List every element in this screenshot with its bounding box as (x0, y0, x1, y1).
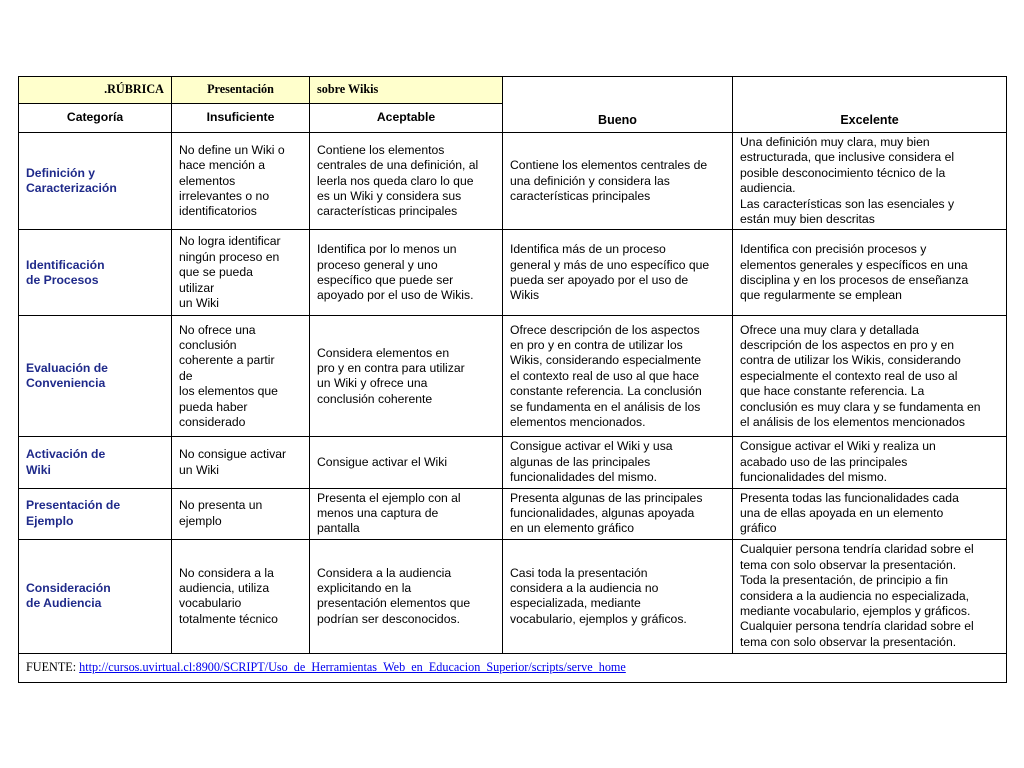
insufficient-line: ejemplo (179, 513, 222, 528)
insufficient-line: los elementos que (179, 384, 278, 399)
insufficient-line: No considera a la (179, 565, 274, 580)
excellent-line: Presenta todas las funcionalidades cada (740, 490, 959, 505)
insufficient-line: No presenta un (179, 498, 263, 513)
category-line: Activación de (26, 447, 106, 462)
excellent-line: Las características son las esenciales y (740, 196, 955, 211)
acceptable-line: conclusión coherente (317, 391, 433, 406)
cell-insufficient (172, 133, 310, 230)
insufficient-line: totalmente técnico (179, 611, 278, 626)
excellent-line: Cualquier persona tendría claridad sobre el (740, 619, 974, 634)
title-presentation: Presentación (172, 77, 310, 104)
acceptable-line: Contiene los elementos (317, 142, 445, 157)
header-insufficient: Insuficiente (172, 104, 310, 133)
excellent-line: descripción de los aspectos en pro y en (740, 337, 955, 352)
excellent-line: una de ellas apoyada en un elemento (740, 506, 944, 521)
insufficient-line: identificatorios (179, 204, 257, 219)
acceptable-line: centrales de una definición, al (317, 158, 479, 173)
excellent-line: Cualquier persona tendría claridad sobre el (740, 542, 974, 557)
rubric-table (18, 76, 1007, 683)
cell-good (503, 133, 733, 230)
header-acceptable: Aceptable (310, 104, 503, 133)
good-line: en un elemento gráfico (510, 521, 634, 536)
excellent-line: estructurada, que inclusive considera el (740, 150, 955, 165)
cell-insufficient (172, 488, 310, 539)
category-line: Presentación de (26, 498, 121, 513)
good-line: el contexto real de uso al que hace (510, 368, 700, 383)
cell-good (503, 437, 733, 488)
title-rubric: .RÚBRICA (19, 77, 172, 104)
cell-acceptable (310, 316, 503, 437)
cell-insufficient (172, 437, 310, 488)
acceptable-line: proceso general y uno (317, 257, 438, 272)
cell-good (503, 316, 733, 437)
acceptable-line: explicitando en la (317, 580, 412, 595)
cell-excellent (733, 133, 1007, 230)
good-line: Presenta algunas de las principales (510, 490, 703, 505)
category-line: Evaluación de (26, 361, 108, 376)
category-line: Consideración (26, 580, 111, 595)
source-link[interactable]: http://cursos.uvirtual.cl:8900/SCRIPT/Uso_de_Herramientas_Web_en_Educacion_Superior/scripts/serve_home (79, 660, 626, 675)
insufficient-line: No define un Wiki o (179, 142, 285, 157)
cell-insufficient (172, 539, 310, 653)
acceptable-line: Considera a la audiencia (317, 565, 452, 580)
acceptable-line: leerla nos queda claro lo que (317, 173, 474, 188)
cell-good (503, 539, 733, 653)
category-line: Conveniencia (26, 376, 106, 391)
cell-insufficient (172, 230, 310, 316)
good-line: Wikis, considerando especialmente (510, 353, 702, 368)
rubric-rows (19, 133, 1007, 654)
insufficient-line: No ofrece una (179, 322, 256, 337)
insufficient-line: coherente a partir (179, 353, 275, 368)
cell-acceptable (310, 539, 503, 653)
good-line: Casi toda la presentación (510, 565, 648, 580)
insufficient-line: un Wiki (179, 462, 219, 477)
insufficient-line: utilizar (179, 280, 215, 295)
insufficient-line: irrelevantes o no (179, 188, 270, 203)
rubric-row (19, 133, 1007, 230)
cell-insufficient (172, 316, 310, 437)
cell-category (19, 230, 172, 316)
good-line: en pro y en contra de utilizar los (510, 337, 683, 352)
acceptable-line: podrían ser desconocidos. (317, 611, 460, 626)
cell-acceptable (310, 230, 503, 316)
excellent-line: que hace constante referencia. La (740, 384, 925, 399)
good-line: vocabulario, ejemplos y gráficos. (510, 611, 687, 626)
category-line: Identificación (26, 257, 105, 272)
good-line: algunas de las principales (510, 454, 651, 469)
good-line: general y más de uno específico que (510, 257, 710, 272)
good-line: una definición y considera las (510, 173, 670, 188)
good-line: Ofrece descripción de los aspectos (510, 322, 700, 337)
excellent-line: considera a la audiencia no especializada, (740, 588, 970, 603)
header-category: Categoría (19, 104, 172, 133)
rubric-row (19, 539, 1007, 653)
insufficient-line: audiencia, utiliza (179, 580, 270, 595)
excellent-line: Ofrece una muy clara y detallada (740, 322, 919, 337)
cell-good (503, 488, 733, 539)
cell-category (19, 539, 172, 653)
acceptable-line: Considera elementos en (317, 345, 450, 360)
excellent-line: contra de utilizar los Wikis, considerando (740, 353, 961, 368)
acceptable-line: Consigue activar el Wiki (317, 454, 448, 469)
cell-excellent (733, 230, 1007, 316)
acceptable-line: Identifica por lo menos un (317, 242, 457, 257)
category-line: Ejemplo (26, 513, 74, 528)
category-line: Wiki (26, 462, 51, 477)
excellent-line: funcionalidades del mismo. (740, 470, 888, 485)
good-line: Consigue activar el Wiki y usa (510, 439, 673, 454)
cell-category (19, 316, 172, 437)
excellent-line: mediante vocabulario, ejemplos y gráficos. (740, 604, 971, 619)
good-line: elementos mencionados. (510, 414, 646, 429)
cell-category (19, 488, 172, 539)
acceptable-line: específico que puede ser (317, 272, 454, 287)
category-line: Definición y (26, 165, 96, 180)
excellent-line: especialmente el contexto real de uso al (740, 368, 958, 383)
insufficient-line: No logra identificar (179, 234, 281, 249)
good-line: Identifica más de un proceso (510, 242, 666, 257)
acceptable-line: menos una captura de (317, 506, 439, 521)
cell-category (19, 437, 172, 488)
acceptable-line: un Wiki y ofrece una (317, 376, 428, 391)
acceptable-line: presentación elementos que (317, 596, 471, 611)
excellent-line: tema con solo observar la presentación. (740, 634, 957, 649)
source-row (19, 653, 1007, 682)
acceptable-line: es un Wiki y considera sus (317, 188, 462, 203)
excellent-line: Una definición muy clara, muy bien (740, 135, 930, 149)
insufficient-line: que se pueda (179, 265, 253, 280)
good-line: funcionalidades, algunas apoyada (510, 506, 695, 521)
cell-category (19, 133, 172, 230)
insufficient-line: hace mención a (179, 158, 266, 173)
acceptable-line: pantalla (317, 521, 360, 536)
excellent-line: Toda la presentación, de principio a fin (740, 573, 948, 588)
excellent-line: audiencia. (740, 181, 796, 196)
good-line: Contiene los elementos centrales de (510, 158, 708, 173)
category-line: de Audiencia (26, 596, 102, 611)
acceptable-line: pro y en contra para utilizar (317, 361, 465, 376)
good-line: características principales (510, 188, 651, 203)
good-line: pueda ser apoyado por el uso de (510, 272, 689, 287)
source-cell (19, 653, 1007, 682)
acceptable-line: apoyado por el uso de Wikis. (317, 288, 474, 303)
header-excellent: Excelente (733, 77, 1007, 133)
excellent-line: Identifica con precisión procesos y (740, 242, 927, 257)
excellent-line: que regularmente se emplean (740, 288, 902, 303)
insufficient-line: de (179, 368, 193, 383)
insufficient-line: considerado (179, 414, 246, 429)
excellent-line: disciplina y en los procesos de enseñanza (740, 272, 969, 287)
excellent-line: tema con solo observar la presentación. (740, 557, 957, 572)
acceptable-line: características principales (317, 204, 458, 219)
insufficient-line: vocabulario (179, 596, 242, 611)
excellent-line: posible desconocimiento técnico de la (740, 165, 946, 180)
cell-good (503, 230, 733, 316)
excellent-line: el análisis de los elementos mencionados (740, 414, 965, 429)
excellent-line: gráfico (740, 521, 777, 536)
good-line: considera a la audiencia no (510, 580, 659, 595)
rubric-row (19, 316, 1007, 437)
insufficient-line: elementos (179, 173, 236, 188)
insufficient-line: No consigue activar (179, 447, 287, 462)
cell-excellent (733, 316, 1007, 437)
cell-excellent (733, 539, 1007, 653)
rubric-row (19, 437, 1007, 488)
excellent-line: están muy bien descritas (740, 212, 875, 227)
title-row (19, 77, 1007, 104)
insufficient-line: conclusión (179, 337, 237, 352)
good-line: constante referencia. La conclusión (510, 384, 702, 399)
excellent-line: conclusión es muy clara y se fundamenta en (740, 399, 981, 414)
header-good: Bueno (503, 77, 733, 133)
good-line: se fundamenta en el análisis de los (510, 399, 701, 414)
insufficient-line: un Wiki (179, 296, 219, 311)
good-line: funcionalidades del mismo. (510, 470, 658, 485)
cell-excellent (733, 488, 1007, 539)
rubric-row (19, 488, 1007, 539)
cell-acceptable (310, 488, 503, 539)
cell-acceptable (310, 133, 503, 230)
excellent-line: Consigue activar el Wiki y realiza un (740, 439, 936, 454)
rubric-row (19, 230, 1007, 316)
title-subject: sobre Wikis (310, 77, 503, 104)
insufficient-line: pueda haber (179, 399, 248, 414)
category-line: de Procesos (26, 272, 99, 287)
insufficient-line: ningún proceso en (179, 249, 280, 264)
good-line: especializada, mediante (510, 596, 641, 611)
category-line: Caracterización (26, 181, 117, 196)
cell-acceptable (310, 437, 503, 488)
source-label: FUENTE: (26, 660, 77, 675)
excellent-line: elementos generales y específicos en una (740, 257, 968, 272)
cell-excellent (733, 437, 1007, 488)
acceptable-line: Presenta el ejemplo con al (317, 490, 461, 505)
excellent-line: acabado uso de las principales (740, 454, 908, 469)
good-line: Wikis (510, 288, 540, 303)
